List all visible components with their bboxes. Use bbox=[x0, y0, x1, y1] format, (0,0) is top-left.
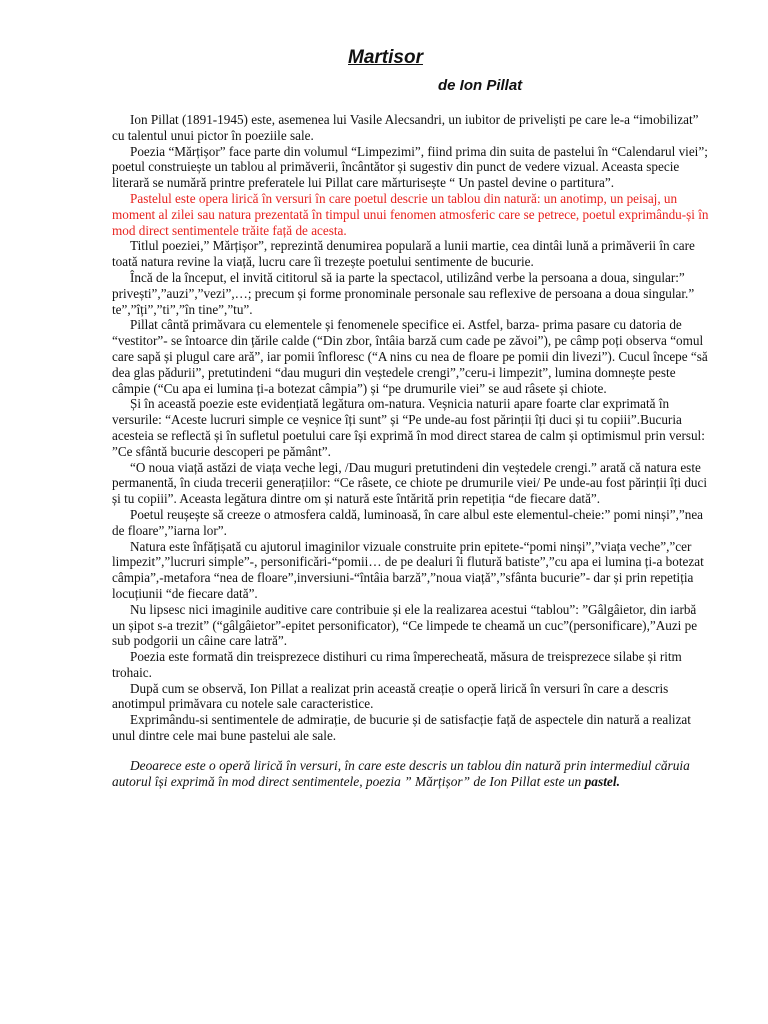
paragraph-spring: Pillat cântă primăvara cu elementele și fenomenele specifice ei. Astfel, barza- prima pasare cu datoria de “vestitor”- se întoarce din țările calde (“Din zbor, întâia barză cum cade pe zăvoi”), pe câmp poți observa “omul care sapă și plugul care ară”, iar pomii înfloresc (“A nins cu nea de floare pe pomii din livezi”). Cucul începe “să dea glas pădurii”, pretutindeni “dau muguri din veștedele crengi”,”ceru-i limpezit”, lumina domnește peste câmpie (“Cu apa ei lumina ți-a botezat câmpia”) și “pe drumurile viei” se aud râsete și chiote. bbox=[112, 317, 708, 396]
paragraph-new-life: “O noua viață astăzi de viața veche legi, /Dau muguri pretutindeni din veștedele crengi.” arată că natura este permanentă, în ciuda trecerii generațiilor: “Ce râsete, ce chiote pe drumurile viei/ Pe unde-au fost părinții îți duci și tu copiii”. Aceasta legătura dintre om și natură este întărită prin repetiția “de fiecare dată”. bbox=[112, 459, 708, 507]
paragraph-atmosphere: Poetul reușește să creeze o atmosfera caldă, luminoasă, în care albul este elementul-cheie:” pomi ninși”,”nea de floare”,”iarna lor”. bbox=[112, 506, 704, 538]
title-block bbox=[112, 47, 710, 98]
paragraph-intro: Ion Pillat (1891-1945) este, asemenea lui Vasile Alecsandri, un iubitor de priveliști pe care le-a “imobilizat” cu talentul unui pictor în poeziile sale. bbox=[112, 112, 699, 143]
body-text bbox=[112, 112, 710, 744]
page-subtitle: de Ion Pillat bbox=[438, 77, 523, 94]
paragraph-summary: După cum se observă, Ion Pillat a realizat prin această creație o operă lirică în versuri în care a descris anotimpul primăvara cu notele sale caracteristice. bbox=[112, 680, 669, 712]
paragraph-volume: Poezia “Mărțișor” face parte din volumul “Limpezimi”, fiind prima din suita de pastelui în “Calendarul viei”; poetul construiește un tablou al primăverii, încântător și sugestiv din punct de vedere vizual. Aceasta specie literară se numără printre preferatele lui Pillat care mărturisește “ Un pastel devine o partitura”. bbox=[112, 143, 708, 191]
paragraph-title: Titlul poeziei,” Mărțișor”, reprezintă denumirea populară a lunii martie, cea dintâi lună a primăverii în care toată natura revine la viață, lucru care îi trezește poetului sentimente de bucurie. bbox=[112, 238, 695, 270]
paragraph-auditive-images: Nu lipsesc nici imaginile auditive care contribuie și ele la realizarea acestui “tablou”: ”Gâlgâietor, din iarbă un șipot s-a trezit” (“gâlgâietor”-epitet personificator), “Ce limpede te cheamă un cuc”(personificare),”Auzi pe sub podgorii un câine care latră”. bbox=[112, 601, 698, 649]
paragraph-feelings: Exprimându-si sentimentele de admirație, de bucurie și de satisfacție față de aspectele din natură a realizat unul dintre cele mai bune pastelui ale sale. bbox=[112, 712, 691, 744]
paragraph-man-nature: Și în această poezie este evidențiată legătura om-natura. Veșnicia naturii apare foarte clar exprimată în versurile: “Aceste lucruri simple ce veșnice îți sunt” și “Pe unde-au fost părinții îți duci și tu copiii”.Bucuria acesteia se reflectă și în sufletul poetului care își exprimă în mod direct starea de calm și optimismul prin versul: ”Ce sfântă bucurie descoperi pe pământ”. bbox=[112, 396, 705, 459]
paragraph-invitation: Încă de la început, el invită cititorul să ia parte la spectacol, utilizând verbe la persoana a doua, singular:” privești”,”auzi”,”vezi”,…; precum și forme pronominale personale sau reflexive de persoana a doua singular.” te”,”îți”,”ti”,”în tine”,”tu”. bbox=[112, 269, 695, 317]
paragraph-definition: Pastelul este opera lirică în versuri în care poetul descrie un tablou din natură: un anotimp, un peisaj, un moment al zilei sau natura prezentată în timpul unui fenomen atmosferic care se petrece, poetul exprimându-și în mod direct sentimentele trăite față de acesta. bbox=[112, 190, 709, 238]
page-title: Martisor bbox=[348, 47, 423, 68]
paragraph-visual-images: Natura este înfățișată cu ajutorul imaginilor vizuale construite prin epitete-“pomi ninși”,”viața veche”,”cer limpezit”,”lucruri simple”-, personificări-“pomii… de pe dealuri îi flutură batiste”,”cu apa ei lumina ți-a botezat câmpia”,-metafora “nea de floare”,inversiuni-“întâia barză”,”noua viață”,”sfânta bucurie”- dar și prin repetiția locuțiunii “de fiecare dată”. bbox=[112, 538, 704, 601]
conclusion-keyword: pastel. bbox=[584, 773, 620, 789]
conclusion-paragraph bbox=[112, 758, 710, 790]
paragraph-structure: Poezia este formată din treisprezece distihuri cu rima împerecheată, măsura de treisprezece silabe și ritm trohaic. bbox=[112, 649, 682, 680]
conclusion-text: Deoarece este o operă lirică în versuri, în care este descris un tablou din natură prin intermediul căruia autorul își exprimă în mod direct sentimentele, poezia ” Mărțișor” de Ion Pillat este un bbox=[112, 757, 690, 789]
